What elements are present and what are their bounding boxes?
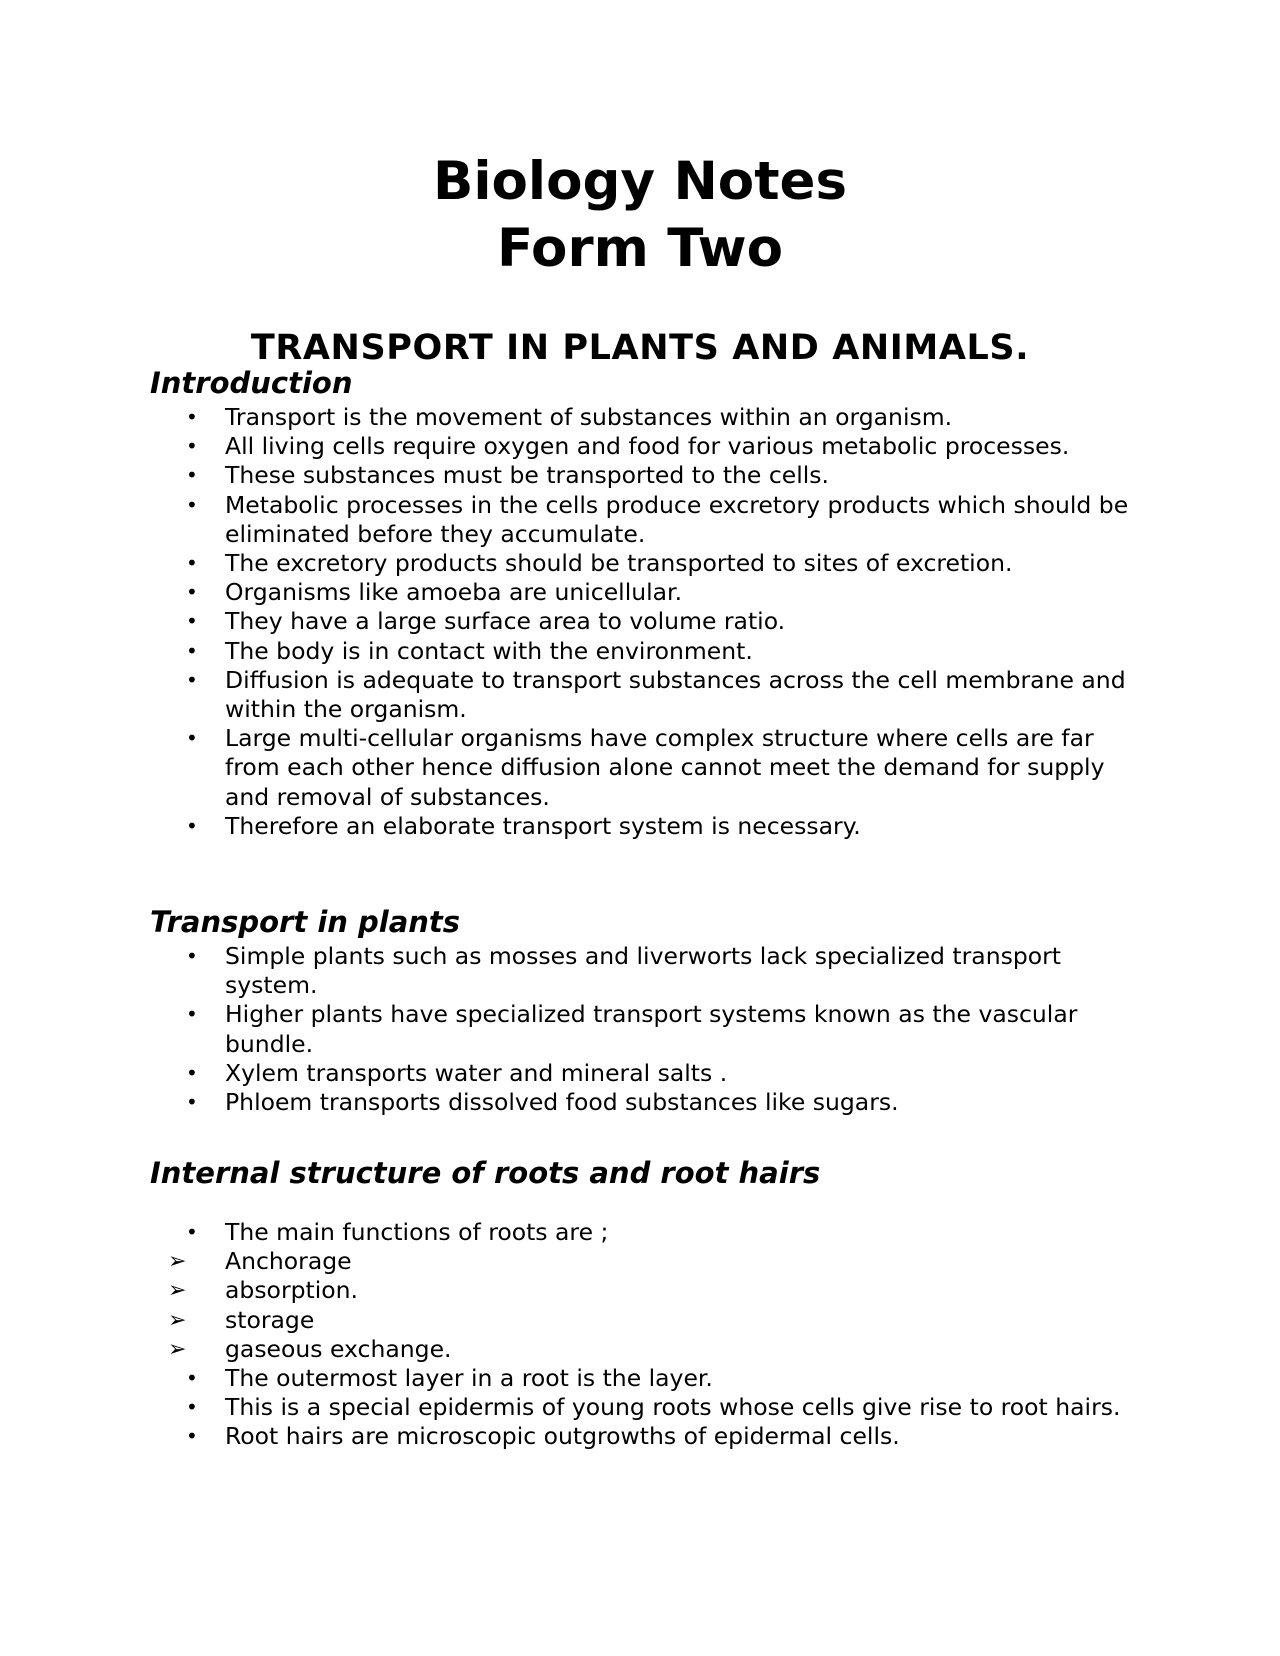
list-item [0, 491, 1135, 549]
bullet-icon: • [186, 1424, 198, 1449]
bullet-icon: • [186, 463, 198, 488]
roots-heading: Internal structure of roots and root hairs [150, 1156, 821, 1190]
function-item-text: Anchorage [225, 1247, 352, 1276]
list-item-text: Metabolic processes in the cells produce excretory products which should be eliminated before they accumulate. [225, 490, 1129, 548]
list-item-text: The excretory products should be transported to sites of excretion. [225, 549, 1013, 578]
introduction-list [0, 403, 1280, 841]
bullet-icon: • [186, 1060, 198, 1085]
roots-list [0, 1218, 1280, 1452]
bullet-icon: • [186, 944, 198, 968]
bullet-icon: • [186, 1002, 198, 1027]
list-item [0, 1393, 1135, 1422]
list-item [0, 637, 1135, 666]
arrow-bullet-icon: ➢ [168, 1249, 187, 1275]
list-item-text: Transport is the movement of substances within an organism. [225, 403, 953, 431]
list-item [0, 1218, 1135, 1247]
bullet-icon: • [186, 813, 198, 838]
list-item [0, 432, 1135, 461]
function-item [0, 1276, 1135, 1305]
bullet-icon: • [186, 580, 198, 605]
bullet-icon: • [186, 1395, 198, 1420]
list-item [0, 607, 1135, 636]
list-item-text: Xylem transports water and mineral salts . [225, 1058, 728, 1087]
function-item [0, 1306, 1135, 1335]
list-item [0, 1000, 1135, 1058]
main-heading: TRANSPORT IN PLANTS AND ANIMALS. [250, 328, 1030, 368]
function-item-text: absorption. [225, 1276, 359, 1305]
list-item-text: The main functions of roots are ; [225, 1218, 609, 1246]
list-item-text: Higher plants have specialized transport systems known as the vascular bundle. [225, 1000, 1078, 1058]
list-item-text: All living cells require oxygen and food for various metabolic processes. [225, 432, 1070, 461]
function-item [0, 1247, 1135, 1276]
list-item-text: This is a special epidermis of young roots whose cells give rise to root hairs. [225, 1393, 1121, 1422]
list-item [0, 666, 1135, 724]
bullet-icon: • [186, 551, 198, 576]
list-item [0, 942, 1135, 1000]
list-item-text: The outermost layer in a root is the layer. [225, 1364, 713, 1393]
list-item [0, 1059, 1135, 1088]
list-item-text: Diffusion is adequate to transport substances across the cell membrane and within the organism. [225, 665, 1126, 724]
function-item-text: storage [225, 1305, 315, 1334]
list-item [0, 1364, 1135, 1393]
bullet-icon: • [186, 638, 198, 663]
bullet-icon: • [186, 1090, 198, 1115]
transport-in-plants-heading: Transport in plants [150, 905, 461, 939]
introduction-heading: Introduction [150, 366, 353, 400]
function-item-text: gaseous exchange. [225, 1334, 452, 1363]
list-item-text: The body is in contact with the environment. [225, 636, 753, 665]
bullet-icon: • [186, 726, 198, 751]
function-item [0, 1335, 1135, 1364]
list-item [0, 1422, 1135, 1451]
document-title [0, 148, 1280, 282]
bullet-icon: • [186, 609, 198, 634]
bullet-icon: • [186, 492, 198, 517]
bullet-icon: • [186, 1220, 198, 1244]
arrow-bullet-icon: ➢ [168, 1278, 187, 1304]
arrow-bullet-icon: ➢ [168, 1336, 187, 1362]
list-item-text: They have a large surface area to volume ratio. [225, 607, 786, 636]
list-item [0, 461, 1135, 490]
list-item [0, 724, 1135, 812]
bullet-icon: • [186, 667, 198, 692]
list-item [0, 403, 1135, 432]
list-item-text: Therefore an elaborate transport system is necessary. [225, 811, 861, 840]
list-item-text: Phloem transports dissolved food substances like sugars. [225, 1088, 899, 1117]
bullet-icon: • [186, 434, 198, 459]
list-item [0, 578, 1135, 607]
list-item-text: These substances must be transported to the cells. [225, 461, 830, 490]
bullet-icon: • [186, 405, 198, 429]
title-line-2: Form Two [497, 218, 783, 279]
list-item [0, 812, 1135, 841]
list-item-text: Organisms like amoeba are unicellular. [225, 578, 683, 607]
transport-in-plants-list [0, 942, 1280, 1117]
list-item [0, 549, 1135, 578]
list-item [0, 1088, 1135, 1117]
list-item-text: Large multi-cellular organisms have complex structure where cells are far from each other hence diffusion alone cannot meet the demand for supply and removal of substances. [225, 724, 1105, 811]
title-line-1: Biology Notes [432, 151, 848, 212]
bullet-icon: • [186, 1366, 198, 1391]
arrow-bullet-icon: ➢ [168, 1307, 187, 1333]
list-item-text: Root hairs are microscopic outgrowths of epidermal cells. [225, 1422, 900, 1451]
list-item-text: Simple plants such as mosses and liverworts lack specialized transport system. [225, 942, 1062, 1000]
